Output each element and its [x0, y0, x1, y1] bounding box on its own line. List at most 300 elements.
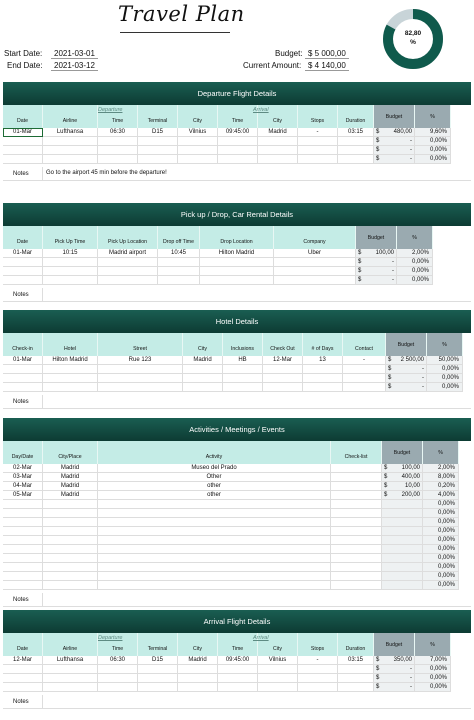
pickup-cell[interactable] [200, 276, 274, 285]
activities-cell[interactable] [3, 527, 43, 536]
hotel-budget-cell[interactable] [386, 383, 427, 392]
hotel-table-header [3, 333, 471, 356]
departure-table-row [3, 146, 471, 155]
pickup-cell[interactable] [43, 267, 98, 276]
departure-cell[interactable] [98, 137, 138, 146]
departure-notes-row [3, 167, 471, 181]
pickup-cell[interactable] [3, 276, 43, 285]
pickup-cell[interactable] [98, 258, 158, 267]
hotel-column-header: Street [98, 333, 183, 356]
activities-cell[interactable] [43, 545, 98, 554]
pickup-percent-cell: 2,00% [397, 249, 433, 258]
hotel-cell[interactable]: 13 [303, 356, 343, 365]
currency-symbol: $ [388, 366, 392, 372]
departure-column-header: Time [218, 105, 258, 128]
activities-cell[interactable] [98, 500, 331, 509]
departure-cell[interactable] [258, 146, 298, 155]
hotel-cell[interactable]: Hilton Madrid [43, 356, 98, 365]
budget-amount: - [410, 666, 412, 672]
arrival-cell[interactable] [338, 683, 374, 692]
departure-group-label: Departure [98, 107, 123, 113]
activities-cell[interactable]: Other [98, 473, 331, 482]
activities-cell[interactable] [98, 536, 331, 545]
activities-cell[interactable] [43, 554, 98, 563]
activities-cell[interactable] [3, 518, 43, 527]
current-amount-label: Current Amount: [243, 61, 302, 70]
pickup-cell[interactable] [43, 276, 98, 285]
pickup-cell[interactable] [3, 258, 43, 267]
activities-cell[interactable] [98, 572, 331, 581]
pickup-cell[interactable]: 01-Mar [3, 249, 43, 258]
pickup-cell[interactable] [274, 258, 356, 267]
pickup-cell[interactable] [158, 276, 200, 285]
arrival-cell[interactable] [338, 674, 374, 683]
departure-cell[interactable] [338, 155, 374, 164]
activities-cell[interactable] [331, 491, 382, 500]
activities-notes-label: Notes [3, 593, 43, 606]
activities-cell[interactable] [43, 527, 98, 536]
arrival-cell[interactable] [258, 683, 298, 692]
currency-symbol: $ [376, 138, 380, 144]
hotel-table-row [3, 374, 471, 383]
departure-cell[interactable] [3, 137, 43, 146]
pickup-cell[interactable] [274, 276, 356, 285]
activities-budget-cell[interactable] [382, 518, 423, 527]
pickup-cell[interactable] [98, 267, 158, 276]
arrival-budget-cell[interactable] [374, 683, 415, 692]
arrival-cell[interactable] [3, 674, 43, 683]
pickup-percent-cell: 0,00% [397, 276, 433, 285]
hotel-cell[interactable] [263, 365, 303, 374]
activities-cell[interactable] [3, 563, 43, 572]
activities-cell[interactable] [331, 536, 382, 545]
pickup-section-title: Pick up / Drop, Car Rental Details [3, 203, 471, 226]
hotel-cell[interactable]: Rue 123 [98, 356, 183, 365]
activities-budget-cell[interactable] [382, 473, 423, 482]
hotel-cell[interactable] [3, 374, 43, 383]
departure-cell[interactable]: Lufthansa [43, 128, 98, 137]
activities-cell[interactable] [331, 545, 382, 554]
departure-notes-field[interactable]: Go to the airport 45 min before the departure! [46, 170, 167, 176]
hotel-cell[interactable]: Madrid [183, 356, 223, 365]
arrival-cell[interactable] [178, 674, 218, 683]
activities-percent-cell: 0,00% [423, 527, 459, 536]
hotel-cell[interactable]: 12-Mar [263, 356, 303, 365]
activities-cell[interactable]: 02-Mar [3, 464, 43, 473]
hotel-cell[interactable] [223, 383, 263, 392]
activities-cell[interactable]: 05-Mar [3, 491, 43, 500]
departure-cell[interactable]: 06:30 [98, 128, 138, 137]
arrival-cell[interactable] [258, 665, 298, 674]
hotel-cell[interactable]: - [343, 356, 386, 365]
activities-cell[interactable] [43, 572, 98, 581]
activities-percent-cell: 0,00% [423, 545, 459, 554]
arrival-budget-cell[interactable] [374, 665, 415, 674]
activities-cell[interactable] [3, 509, 43, 518]
arrival-cell[interactable]: 06:30 [98, 656, 138, 665]
hotel-cell[interactable] [43, 383, 98, 392]
hotel-cell[interactable] [303, 374, 343, 383]
activities-cell[interactable] [43, 509, 98, 518]
departure-budget-cell[interactable] [374, 137, 415, 146]
pickup-cell[interactable] [274, 267, 356, 276]
hotel-cell[interactable] [3, 365, 43, 374]
activities-cell[interactable] [3, 572, 43, 581]
activities-cell[interactable]: Madrid [43, 473, 98, 482]
departure-cell[interactable]: 03:15 [338, 128, 374, 137]
arrival-column-header: Time [218, 633, 258, 656]
activities-cell[interactable] [98, 554, 331, 563]
budget-value[interactable]: $ 5 000,00 [305, 49, 349, 59]
currency-symbol: $ [358, 250, 362, 256]
arrival-cell[interactable] [298, 674, 338, 683]
departure-cell[interactable] [258, 155, 298, 164]
activities-cell[interactable] [331, 482, 382, 491]
departure-cell[interactable]: D15 [138, 128, 178, 137]
departure-cell[interactable] [298, 137, 338, 146]
departure-cell[interactable] [3, 146, 43, 155]
departure-cell[interactable] [178, 155, 218, 164]
hotel-cell[interactable] [263, 383, 303, 392]
pickup-budget-cell[interactable] [356, 276, 397, 285]
activities-percent-cell: 0,00% [423, 518, 459, 527]
pickup-cell[interactable] [158, 267, 200, 276]
arrival-cell[interactable] [138, 683, 178, 692]
arrival-column-header: Terminal [138, 633, 178, 656]
departure-cell[interactable] [258, 137, 298, 146]
departure-cell[interactable] [338, 146, 374, 155]
hotel-cell[interactable] [223, 374, 263, 383]
pickup-budget-cell[interactable] [356, 249, 397, 258]
arrival-cell[interactable] [3, 683, 43, 692]
activities-cell[interactable] [43, 536, 98, 545]
departure-cell[interactable] [98, 146, 138, 155]
hotel-cell[interactable]: 01-Mar [3, 356, 43, 365]
arrival-cell[interactable]: Lufthansa [43, 656, 98, 665]
arrival-cell[interactable] [3, 665, 43, 674]
title-underline [120, 32, 230, 33]
activities-notes-field[interactable] [43, 593, 46, 606]
activities-cell[interactable] [331, 473, 382, 482]
hotel-table-row [3, 383, 471, 392]
activities-budget-cell[interactable] [382, 527, 423, 536]
hotel-budget-cell[interactable] [386, 374, 427, 383]
activities-cell[interactable]: 04-Mar [3, 482, 43, 491]
activities-budget-cell[interactable] [382, 572, 423, 581]
arrival-table-row [3, 674, 471, 683]
activities-cell[interactable] [43, 563, 98, 572]
activities-cell[interactable] [331, 509, 382, 518]
arrival-notes-field[interactable] [43, 695, 46, 708]
activities-table-row [3, 536, 471, 545]
activities-cell[interactable] [331, 581, 382, 590]
budget-amount: - [392, 268, 394, 274]
hotel-section-title: Hotel Details [3, 310, 471, 333]
activities-budget-cell[interactable] [382, 563, 423, 572]
hotel-column-header: Budget [386, 333, 427, 356]
departure-table-row [3, 137, 471, 146]
budget-amount: 2 500,00 [400, 357, 424, 363]
arrival-cell[interactable] [43, 683, 98, 692]
budget-amount: 100,00 [375, 250, 394, 256]
hotel-cell[interactable] [343, 365, 386, 374]
page-title: Travel Plan [118, 2, 245, 26]
departure-cell[interactable]: Vilnius [178, 128, 218, 137]
activities-budget-cell[interactable] [382, 536, 423, 545]
activities-cell[interactable]: Madrid [43, 491, 98, 500]
hotel-cell[interactable] [98, 383, 183, 392]
activities-budget-cell[interactable] [382, 500, 423, 509]
pickup-cell[interactable]: 10:45 [158, 249, 200, 258]
activities-budget-cell[interactable] [382, 554, 423, 563]
arrival-cell[interactable] [98, 674, 138, 683]
hotel-cell[interactable] [43, 374, 98, 383]
activities-budget-cell[interactable] [382, 464, 423, 473]
current-amount-value[interactable]: $ 4 140,00 [305, 61, 349, 71]
end-date-value[interactable]: 2021-03-12 [51, 61, 98, 71]
activities-percent-cell: 0,00% [423, 509, 459, 518]
arrival-cell[interactable]: Vilnius [258, 656, 298, 665]
hotel-notes-field[interactable] [43, 395, 46, 408]
currency-symbol: $ [358, 277, 362, 283]
activities-cell[interactable] [3, 545, 43, 554]
activities-cell[interactable] [331, 572, 382, 581]
arrival-cell[interactable] [138, 665, 178, 674]
pickup-section [3, 203, 471, 302]
departure-cell[interactable] [218, 137, 258, 146]
budget-amount: - [410, 147, 412, 153]
departure-cell[interactable]: 09:45:00 [218, 128, 258, 137]
activities-cell[interactable]: other [98, 482, 331, 491]
activities-cell[interactable] [98, 563, 331, 572]
pickup-cell[interactable] [43, 258, 98, 267]
arrival-cell[interactable]: 03:15 [338, 656, 374, 665]
departure-cell[interactable]: Madrid [258, 128, 298, 137]
arrival-cell[interactable] [178, 683, 218, 692]
arrival-cell[interactable]: - [298, 656, 338, 665]
activities-table-row [3, 572, 471, 581]
activities-cell[interactable]: 03-Mar [3, 473, 43, 482]
activities-cell[interactable] [98, 527, 331, 536]
arrival-cell[interactable] [178, 665, 218, 674]
arrival-cell[interactable] [218, 665, 258, 674]
arrival-cell[interactable] [218, 674, 258, 683]
arrival-cell[interactable]: Madrid [178, 656, 218, 665]
pickup-cell[interactable]: 10:15 [43, 249, 98, 258]
activities-table-row [3, 563, 471, 572]
hotel-cell[interactable] [183, 383, 223, 392]
departure-cell[interactable] [178, 137, 218, 146]
activities-percent-cell: 0,00% [423, 500, 459, 509]
hotel-cell[interactable] [343, 374, 386, 383]
hotel-table-row [3, 356, 471, 365]
departure-cell[interactable] [98, 155, 138, 164]
departure-cell[interactable] [218, 155, 258, 164]
departure-cell[interactable]: 01-Mar [3, 128, 43, 137]
departure-cell[interactable] [178, 146, 218, 155]
departure-cell[interactable] [43, 155, 98, 164]
activities-table-row [3, 491, 471, 500]
activities-cell[interactable] [331, 518, 382, 527]
departure-cell[interactable] [218, 146, 258, 155]
budget-amount: - [422, 384, 424, 390]
arrival-cell[interactable] [258, 674, 298, 683]
arrival-column-header: % [415, 633, 451, 656]
arrival-column-header: Airline [43, 633, 98, 656]
start-date-value[interactable]: 2021-03-01 [51, 49, 98, 59]
activities-column-header: Day/Date [3, 441, 43, 464]
arrival-cell[interactable]: D15 [138, 656, 178, 665]
hotel-cell[interactable] [223, 365, 263, 374]
arrival-cell[interactable] [138, 674, 178, 683]
currency-symbol: $ [376, 675, 380, 681]
pickup-cell[interactable] [3, 267, 43, 276]
hotel-table-row [3, 365, 471, 374]
hotel-cell[interactable] [343, 383, 386, 392]
departure-cell[interactable] [138, 146, 178, 155]
pickup-cell[interactable]: Uber [274, 249, 356, 258]
departure-cell[interactable]: - [298, 128, 338, 137]
arrival-cell[interactable] [298, 683, 338, 692]
currency-symbol: $ [376, 147, 380, 153]
activities-section [3, 418, 471, 607]
hotel-cell[interactable] [43, 365, 98, 374]
activities-cell[interactable] [43, 581, 98, 590]
activities-cell[interactable] [331, 554, 382, 563]
pickup-notes-label: Notes [3, 288, 43, 301]
departure-budget-cell[interactable] [374, 128, 415, 137]
arrival-cell[interactable] [43, 674, 98, 683]
hotel-cell[interactable] [3, 383, 43, 392]
budget-label: Budget: [275, 49, 303, 58]
pickup-cell[interactable]: Madrid airport [98, 249, 158, 258]
activities-cell[interactable]: Madrid [43, 482, 98, 491]
arrival-column-header: Date [3, 633, 43, 656]
arrival-budget-cell[interactable] [374, 656, 415, 665]
activities-cell[interactable] [98, 509, 331, 518]
activities-budget-cell[interactable] [382, 482, 423, 491]
activities-cell[interactable] [3, 500, 43, 509]
pickup-cell[interactable]: Hilton Madrid [200, 249, 274, 258]
budget-amount: 350,00 [393, 657, 412, 663]
arrival-budget-cell[interactable] [374, 674, 415, 683]
departure-cell[interactable] [138, 155, 178, 164]
pickup-column-header: Company [274, 226, 356, 249]
departure-budget-cell[interactable] [374, 155, 415, 164]
hotel-cell[interactable]: HB [223, 356, 263, 365]
currency-symbol: $ [384, 483, 388, 489]
activities-cell[interactable] [331, 527, 382, 536]
arrival-table-row [3, 656, 471, 665]
pickup-column-header: Date [3, 226, 43, 249]
activities-cell[interactable] [43, 500, 98, 509]
activities-cell[interactable] [98, 581, 331, 590]
hotel-cell[interactable] [183, 374, 223, 383]
activities-budget-cell[interactable] [382, 545, 423, 554]
departure-column-header: % [415, 105, 451, 128]
hotel-column-header: # of Days [303, 333, 343, 356]
activities-section-title: Activities / Meetings / Events [3, 418, 471, 441]
hotel-notes-row [3, 395, 471, 409]
arrival-cell[interactable] [98, 665, 138, 674]
activities-table-row [3, 482, 471, 491]
activities-cell[interactable]: Museo del Prado [98, 464, 331, 473]
activities-cell[interactable] [43, 518, 98, 527]
activities-percent-cell: 0,00% [423, 572, 459, 581]
pickup-budget-cell[interactable] [356, 267, 397, 276]
pickup-cell[interactable] [200, 267, 274, 276]
budget-amount: - [410, 675, 412, 681]
hotel-cell[interactable] [98, 365, 183, 374]
hotel-budget-cell[interactable] [386, 365, 427, 374]
activities-notes-row [3, 593, 471, 607]
activities-cell[interactable] [331, 563, 382, 572]
hotel-cell[interactable] [263, 374, 303, 383]
activities-table-row [3, 554, 471, 563]
hotel-cell[interactable] [183, 365, 223, 374]
hotel-cell[interactable] [303, 365, 343, 374]
arrival-cell[interactable] [218, 683, 258, 692]
activities-cell[interactable] [3, 536, 43, 545]
activities-cell[interactable] [98, 518, 331, 527]
arrival-cell[interactable] [98, 683, 138, 692]
activities-percent-cell: 8,00% [423, 473, 459, 482]
donut-unit: % [410, 39, 416, 46]
hotel-column-header: Contact [343, 333, 386, 356]
departure-cell[interactable] [298, 155, 338, 164]
activities-budget-cell[interactable] [382, 491, 423, 500]
departure-cell[interactable] [43, 137, 98, 146]
departure-cell[interactable] [138, 137, 178, 146]
departure-cell[interactable] [3, 155, 43, 164]
departure-budget-cell[interactable] [374, 146, 415, 155]
budget-amount: 10,00 [404, 483, 420, 489]
pickup-notes-row [3, 288, 471, 302]
departure-cell[interactable] [43, 146, 98, 155]
activities-cell[interactable] [331, 464, 382, 473]
activities-cell[interactable] [331, 500, 382, 509]
pickup-column-header: Drop Location [200, 226, 274, 249]
pickup-cell[interactable] [98, 276, 158, 285]
activities-table-row [3, 581, 471, 590]
pickup-notes-field[interactable] [43, 288, 46, 301]
hotel-cell[interactable] [98, 374, 183, 383]
hotel-cell[interactable] [303, 383, 343, 392]
pickup-cell[interactable] [158, 258, 200, 267]
arrival-cell[interactable] [298, 665, 338, 674]
arrival-cell[interactable]: 09:45:00 [218, 656, 258, 665]
arrival-cell[interactable]: 12-Mar [3, 656, 43, 665]
departure-cell[interactable] [338, 137, 374, 146]
activities-budget-cell[interactable] [382, 581, 423, 590]
currency-symbol: $ [376, 666, 380, 672]
pickup-cell[interactable] [200, 258, 274, 267]
activities-cell[interactable] [98, 545, 331, 554]
activities-cell[interactable] [3, 554, 43, 563]
activities-budget-cell[interactable] [382, 509, 423, 518]
activities-cell[interactable] [3, 581, 43, 590]
pickup-budget-cell[interactable] [356, 258, 397, 267]
hotel-column-header: Check Out [263, 333, 303, 356]
arrival-cell[interactable] [43, 665, 98, 674]
activities-cell[interactable]: other [98, 491, 331, 500]
departure-column-header: Date [3, 105, 43, 128]
arrival-cell[interactable] [338, 665, 374, 674]
departure-column-header: Duration [338, 105, 374, 128]
activities-cell[interactable]: Madrid [43, 464, 98, 473]
hotel-budget-cell[interactable] [386, 356, 427, 365]
departure-cell[interactable] [298, 146, 338, 155]
